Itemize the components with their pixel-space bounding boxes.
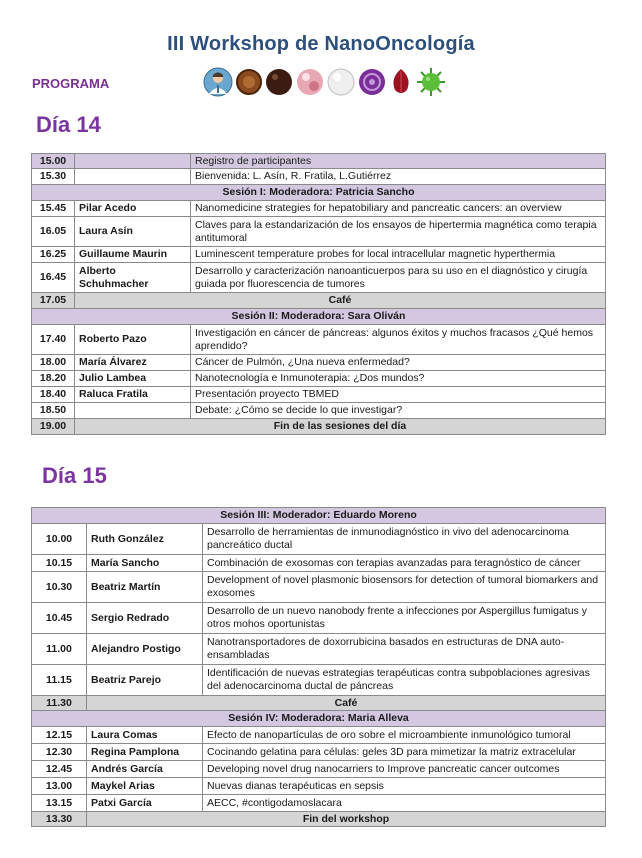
break-label: Café <box>87 696 606 711</box>
schedule-row <box>32 603 606 634</box>
speaker-name: Regina Pamplona <box>87 744 203 761</box>
pink-sphere-icon <box>296 68 324 96</box>
speaker-name: Alberto Schuhmacher <box>75 263 191 293</box>
speaker-name <box>75 403 191 419</box>
programa-label: PROGRAMA <box>32 76 110 91</box>
talk-title: Nanotecnología e Inmunoterapia: ¿Dos mundos? <box>191 371 606 387</box>
schedule-row <box>32 419 606 435</box>
time-cell: 10.30 <box>32 572 87 603</box>
speaker-name: Beatriz Parejo <box>87 665 203 696</box>
time-cell: 18.00 <box>32 355 75 371</box>
talk-title: Development of novel plasmonic biosensors for detection of tumoral biomarkers and exosomes <box>203 572 606 603</box>
talk-title: Nuevas dianas terapéuticas en sepsis <box>203 778 606 795</box>
schedule-row <box>32 795 606 812</box>
talk-title: Desarrollo de herramientas de inmunodiagnóstico in vivo del adenocarcinoma pancreático ductal <box>203 524 606 555</box>
talk-title: Nanomedicine strategies for hepatobiliary and pancreatic cancers: an overview <box>191 201 606 217</box>
session-header: Sesión III: Moderador: Eduardo Moreno <box>32 508 606 524</box>
doctor-icon <box>203 67 233 97</box>
talk-title: Desarrollo de un nuevo nanobody frente a infecciones por Aspergillus fumigatus y otros mohos oportunistas <box>203 603 606 634</box>
schedule-row <box>32 309 606 325</box>
schedule-row <box>32 263 606 293</box>
speaker-name: Guillaume Maurin <box>75 247 191 263</box>
speaker-name: Beatriz Martín <box>87 572 203 603</box>
talk-title: AECC, #contigodamoslacara <box>203 795 606 812</box>
session-header: Sesión II: Moderadora: Sara Oliván <box>32 309 606 325</box>
schedule-row <box>32 696 606 711</box>
time-cell: 16.25 <box>32 247 75 263</box>
time-cell: 18.40 <box>32 387 75 403</box>
talk-title: Luminescent temperature probes for local intracellular magnetic hyperthermia <box>191 247 606 263</box>
speaker-name <box>75 169 191 185</box>
speaker-name: María Sancho <box>87 555 203 572</box>
talk-title: Cocinando gelatina para células: geles 3D para mimetizar la matriz extracelular <box>203 744 606 761</box>
schedule-row <box>32 778 606 795</box>
speaker-name: Sergio Redrado <box>87 603 203 634</box>
purple-sphere-icon <box>358 68 386 96</box>
speaker-name: Julio Lambea <box>75 371 191 387</box>
time-cell: 15.45 <box>32 201 75 217</box>
time-cell: 13.30 <box>32 812 87 827</box>
schedule-row <box>32 371 606 387</box>
schedule-row <box>32 201 606 217</box>
time-cell: 19.00 <box>32 419 75 435</box>
brown-sphere-icon <box>236 69 262 95</box>
time-cell: 15.30 <box>32 169 75 185</box>
speaker-name: María Álvarez <box>75 355 191 371</box>
schedule-row <box>32 508 606 524</box>
time-cell: 13.15 <box>32 795 87 812</box>
schedule-row <box>32 325 606 355</box>
talk-title: Investigación en cáncer de páncreas: algunos éxitos y muchos fracasos ¿Qué hemos aprendido? <box>191 325 606 355</box>
time-cell: 13.00 <box>32 778 87 795</box>
schedule-row <box>32 711 606 727</box>
talk-title: Claves para la estandarización de los ensayos de hipertermia magnética como terapia antitumoral <box>191 217 606 247</box>
schedule-row <box>32 524 606 555</box>
schedule-row <box>32 634 606 665</box>
schedule-row <box>32 293 606 309</box>
day-14-heading: Día 14 <box>36 112 101 137</box>
time-cell: 12.30 <box>32 744 87 761</box>
speaker-name: Pilar Acedo <box>75 201 191 217</box>
schedule-row <box>32 403 606 419</box>
time-cell: 16.05 <box>32 217 75 247</box>
time-cell: 11.30 <box>32 696 87 711</box>
schedule-row <box>32 247 606 263</box>
schedule-row <box>32 555 606 572</box>
speaker-name: Roberto Pazo <box>75 325 191 355</box>
green-virus-icon <box>416 67 446 97</box>
break-label: Fin del workshop <box>87 812 606 827</box>
time-cell: 15.00 <box>32 154 75 169</box>
talk-title: Identificación de nuevas estrategias terapéuticas contra subpoblaciones agresivas del adenocarcinoma ductal de páncreas <box>203 665 606 696</box>
speaker-name: Ruth González <box>87 524 203 555</box>
talk-title: Desarrollo y caracterización nanoanticuerpos para su uso en el diagnóstico y cirugía guiada por fluorescencia de tumores <box>191 263 606 293</box>
break-label: Fin de las sesiones del día <box>75 419 606 435</box>
time-cell: 10.45 <box>32 603 87 634</box>
dark-sphere-icon <box>265 68 293 96</box>
time-cell: 10.15 <box>32 555 87 572</box>
schedule-row <box>32 355 606 371</box>
schedule-row <box>32 572 606 603</box>
talk-title: Cáncer de Pulmón, ¿Una nueva enfermedad? <box>191 355 606 371</box>
schedule-row <box>32 727 606 744</box>
time-cell: 18.20 <box>32 371 75 387</box>
speaker-name: Laura Asín <box>75 217 191 247</box>
talk-title: Registro de participantes <box>191 154 606 169</box>
talk-title: Debate: ¿Cómo se decide lo que investigar? <box>191 403 606 419</box>
red-leaf-icon <box>389 68 413 96</box>
time-cell: 12.15 <box>32 727 87 744</box>
talk-title: Efecto de nanopartículas de oro sobre el microambiente inmunológico tumoral <box>203 727 606 744</box>
speaker-name: Andrés García <box>87 761 203 778</box>
time-cell: 11.00 <box>32 634 87 665</box>
day-15-heading: Día 15 <box>42 463 107 488</box>
day-15-schedule-table <box>31 507 606 827</box>
speaker-name <box>75 154 191 169</box>
schedule-row <box>32 387 606 403</box>
time-cell: 18.50 <box>32 403 75 419</box>
break-label: Café <box>75 293 606 309</box>
speaker-name: Raluca Fratila <box>75 387 191 403</box>
speaker-name: Maykel Arias <box>87 778 203 795</box>
time-cell: 12.45 <box>32 761 87 778</box>
session-header: Sesión I: Moderadora: Patricia Sancho <box>32 185 606 201</box>
time-cell: 11.15 <box>32 665 87 696</box>
time-cell: 16.45 <box>32 263 75 293</box>
talk-title: Nanotransportadores de doxorrubicina basados en estructuras de DNA auto-ensambladas <box>203 634 606 665</box>
day-14-schedule-table <box>31 153 606 435</box>
time-cell: 10.00 <box>32 524 87 555</box>
talk-title: Developing novel drug nanocarriers to Improve pancreatic cancer outcomes <box>203 761 606 778</box>
talk-title: Presentación proyecto TBMED <box>191 387 606 403</box>
time-cell: 17.05 <box>32 293 75 309</box>
schedule-row <box>32 665 606 696</box>
header-icons <box>203 67 446 97</box>
time-cell: 17.40 <box>32 325 75 355</box>
session-header: Sesión IV: Moderadora: Maria Alleva <box>32 711 606 727</box>
talk-title: Bienvenida: L. Asín, R. Fratila, L.Gutiérrez <box>191 169 606 185</box>
speaker-name: Patxi García <box>87 795 203 812</box>
schedule-row <box>32 217 606 247</box>
speaker-name: Alejandro Postigo <box>87 634 203 665</box>
schedule-row <box>32 169 606 185</box>
schedule-row <box>32 744 606 761</box>
schedule-row <box>32 154 606 169</box>
page-title: III Workshop de NanoOncología <box>167 33 475 55</box>
schedule-row <box>32 185 606 201</box>
white-sphere-icon <box>327 68 355 96</box>
talk-title: Combinación de exosomas con terapias avanzadas para teragnóstico de cáncer <box>203 555 606 572</box>
speaker-name: Laura Comas <box>87 727 203 744</box>
schedule-row <box>32 761 606 778</box>
schedule-row <box>32 812 606 827</box>
